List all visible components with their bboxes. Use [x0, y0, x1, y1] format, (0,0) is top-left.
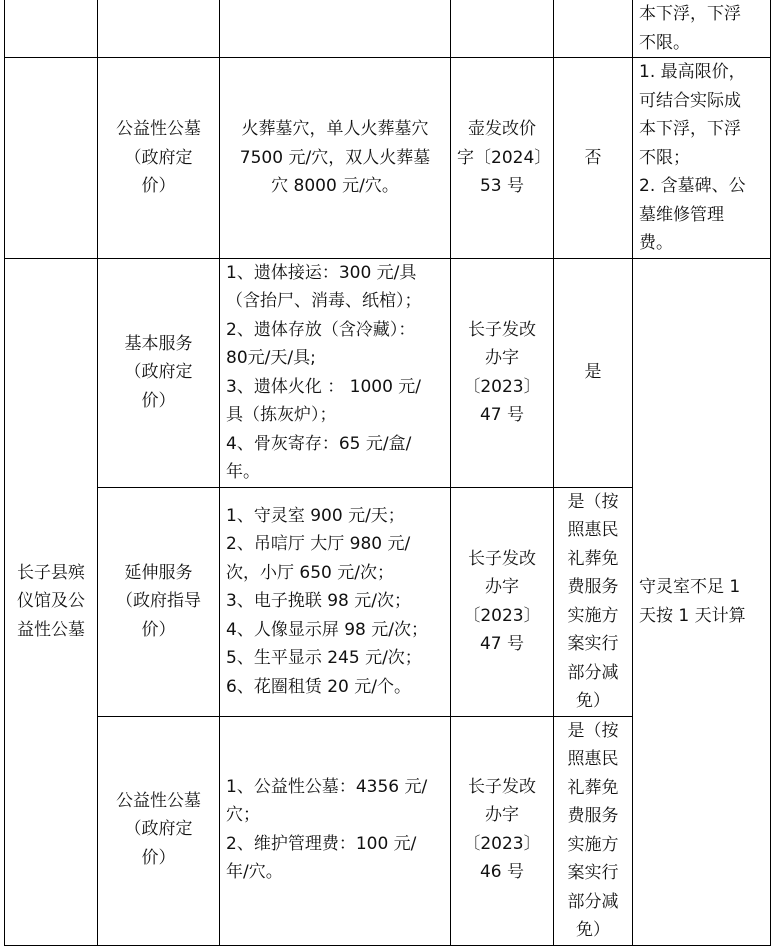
service-type-line: 公益性公墓 — [116, 790, 201, 811]
service-type-line: 价） — [141, 619, 176, 640]
price-cell — [220, 487, 451, 716]
included-line: 照惠民 — [567, 749, 619, 769]
unit-name-line: 益性公墓 — [17, 619, 85, 640]
included-line: 案实行 — [567, 863, 619, 883]
document-number-cell — [451, 716, 554, 945]
included-line: 是（按 — [567, 720, 619, 741]
included-cell — [554, 258, 633, 487]
document-line: 长子发改 — [468, 319, 536, 340]
document-line: 〔2023〕 — [463, 605, 541, 626]
unit-name-cell — [5, 258, 98, 945]
price-line: 穴； — [226, 805, 260, 825]
note-line: 墓维修管理 — [639, 204, 724, 225]
note-line: 1. 最高限价， — [639, 62, 746, 82]
note-cell-top — [633, 0, 771, 58]
price-line: 6、花圈租赁 20 元/个。 — [226, 676, 411, 697]
service-type-line: （政府定 — [124, 819, 193, 839]
unit-name-line: 仪馆及公 — [17, 591, 85, 612]
note-line: 天按 1 天计算 — [639, 605, 746, 626]
price-line: 年/穴。 — [226, 862, 283, 882]
document-number-cell — [451, 258, 554, 487]
price-line: 年。 — [226, 462, 260, 482]
price-line: 穴 8000 元/穴。 — [271, 176, 399, 196]
document-line: 53 号 — [479, 176, 525, 196]
service-type-line: （政府指导 — [116, 591, 201, 612]
price-line: 具（拣灰炉）； — [226, 405, 337, 425]
included-line: 照惠民 — [567, 520, 619, 540]
document-line: 〔2023〕 — [463, 833, 541, 854]
note-line: 本下浮，下浮 — [639, 4, 741, 24]
price-line: 2、遗体存放（含冷藏）： — [226, 319, 416, 340]
table-row — [5, 258, 771, 487]
note-line: 不限； — [639, 147, 690, 168]
price-cell — [220, 58, 451, 259]
price-line: 80元/天/具; — [226, 348, 316, 368]
price-line: 3、电子挽联 98 元/次； — [226, 591, 411, 612]
note-line: 费。 — [639, 233, 673, 253]
note-line: 不限。 — [639, 32, 690, 53]
included-cell — [554, 487, 633, 716]
service-type-cell — [98, 487, 220, 716]
table-row — [5, 58, 771, 259]
price-line: 4、人像显示屏 98 元/次； — [226, 619, 428, 640]
service-type-line: 价） — [141, 390, 176, 411]
document-line: 47 号 — [479, 405, 525, 425]
included-line: 部分减 — [567, 662, 619, 683]
unit-note-cell — [633, 258, 771, 945]
document-number-cell — [451, 58, 554, 259]
included-line: 实施方 — [567, 605, 619, 626]
included-line: 实施方 — [567, 834, 619, 855]
price-line: 2、吊唁厅 大厅 980 元/ — [226, 534, 411, 555]
service-type-cell — [98, 258, 220, 487]
note-line: 守灵室不足 1 — [639, 577, 741, 597]
document-number-cell — [451, 487, 554, 716]
included-line: 免） — [576, 920, 610, 940]
included-cell-top — [554, 0, 633, 58]
unit-name-line: 长子县殡 — [17, 562, 85, 583]
price-cell-top — [220, 0, 451, 58]
unit-name-cell-empty — [5, 58, 98, 259]
document-line: 46 号 — [479, 862, 525, 882]
price-line: 火葬墓穴，单人火葬墓穴 — [241, 119, 429, 139]
service-type-cell — [98, 58, 220, 259]
included-cell — [554, 58, 633, 259]
price-line: 1、守灵室 900 元/天； — [226, 505, 405, 526]
doc-cell-top — [451, 0, 554, 58]
document-line: 字〔2024〕 — [457, 147, 552, 168]
note-line: 本下浮，下浮 — [639, 119, 741, 139]
price-cell — [220, 258, 451, 487]
document-line: 长子发改 — [468, 776, 536, 797]
document-line: 办字 — [485, 348, 519, 368]
service-cell-top — [98, 0, 220, 58]
service-type-line: 公益性公墓 — [116, 119, 201, 139]
included-line: 免） — [576, 691, 610, 711]
price-line: 7500 元/穴，双人火葬墓 — [239, 147, 431, 168]
included-line: 礼葬免 — [567, 548, 619, 569]
note-line: 可结合实际成 — [639, 90, 741, 111]
included-line: 是（按 — [567, 491, 619, 512]
included-line: 案实行 — [567, 634, 619, 654]
included-line: 部分减 — [567, 891, 619, 912]
document-line: 壶发改价 — [468, 119, 536, 139]
unit-name-cell-top — [5, 0, 98, 58]
price-line: 3、遗体火化 ： 1000 元/ — [226, 376, 422, 397]
included-line: 礼葬免 — [567, 777, 619, 798]
document-line: 〔2023〕 — [463, 376, 541, 397]
included-cell — [554, 716, 633, 945]
price-cell — [220, 716, 451, 945]
service-type-line: 基本服务 — [124, 333, 193, 354]
service-type-line: 价） — [141, 176, 176, 196]
service-type-cell — [98, 716, 220, 945]
document-line: 办字 — [485, 577, 519, 597]
service-type-line: 价） — [141, 847, 176, 868]
service-type-line: 延伸服务 — [124, 562, 193, 583]
price-line: （含抬尸、消毒、纸棺）； — [226, 291, 422, 311]
price-line: 1、遗体接运：300 元/具 — [226, 262, 417, 283]
service-type-line: （政府定 — [124, 147, 193, 168]
price-line: 2、维护管理费：100 元/ — [226, 833, 417, 854]
price-line: 5、生平显示 245 元/次； — [226, 648, 422, 669]
included-line: 费服务 — [567, 577, 619, 597]
note-cell — [633, 58, 771, 259]
price-line: 1、公益性公墓：4356 元/ — [226, 776, 428, 797]
included-value: 是 — [584, 362, 602, 383]
service-type-line: （政府定 — [124, 362, 193, 383]
included-line: 费服务 — [567, 806, 619, 826]
document-line: 47 号 — [479, 634, 525, 654]
note-line: 2. 含墓碑、公 — [639, 176, 746, 196]
price-line: 次，小厅 650 元/次； — [226, 562, 394, 583]
document-line: 长子发改 — [468, 548, 536, 569]
price-line: 4、骨灰寄存：65 元/盒/ — [226, 433, 412, 454]
document-line: 办字 — [485, 805, 519, 825]
table-row — [5, 0, 771, 58]
included-value: 否 — [584, 147, 602, 168]
funeral-fee-table — [4, 0, 771, 946]
